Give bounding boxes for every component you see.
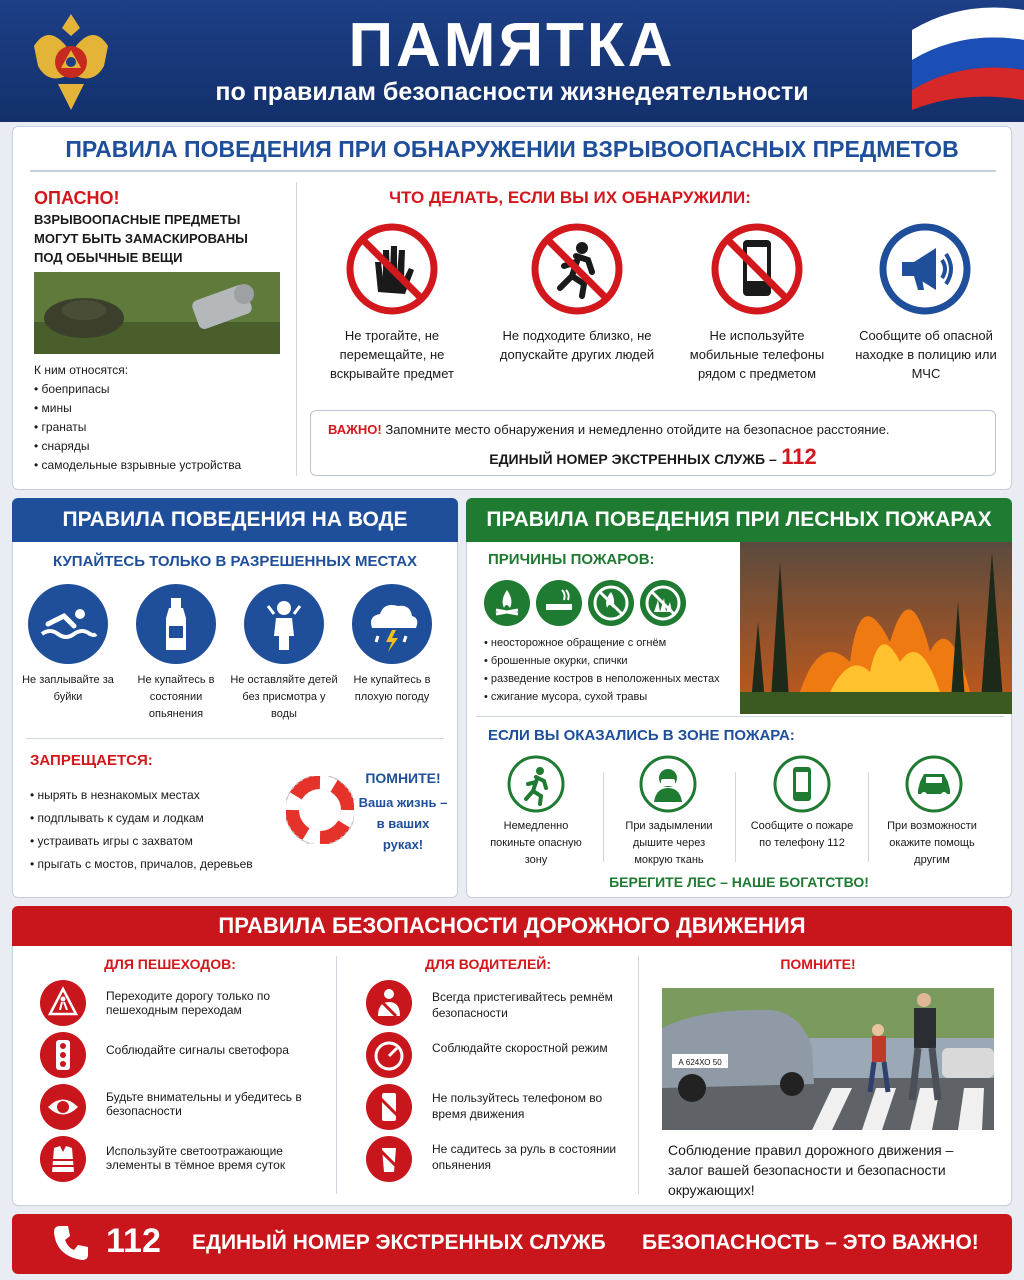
fire-slogan: БЕРЕГИТЕ ЛЕС – НАШЕ БОГАТСТВО! — [609, 874, 869, 890]
emergency-line — [310, 444, 996, 470]
divider — [336, 956, 337, 1194]
pedestrian-rule: Используйте светоотражающие элементы в тёмное время суток — [106, 1144, 286, 1172]
driver-rule: Соблюдайте скоростной режим — [432, 1041, 608, 1055]
no-fire-icon — [588, 580, 634, 626]
danger-text: ВЗРЫВООПАСНЫЕ ПРЕДМЕТЫ МОГУТ БЫТЬ ЗАМАСКИРОВАНЫ ПОД ОБЫЧНЫЕ ВЕЩИ — [34, 212, 248, 265]
important-text: Запомните место обнаружения и немедленно отойдите на безопасное расстояние. — [385, 422, 890, 437]
list-item: • самодельные взрывные устройства — [34, 456, 241, 475]
fire-causes-list — [484, 634, 720, 706]
road-remember-text: Соблюдение правил дорожного движения – залог вашей безопасности и безопасности окружающих! — [668, 1142, 954, 1198]
list-item: • мины — [34, 399, 241, 418]
cigarette-icon — [536, 580, 582, 626]
danger-label: ОПАСНО! — [34, 188, 120, 208]
drivers-title: ДЛЯ ВОДИТЕЛЕЙ: — [424, 956, 552, 972]
road-remember-title: ПОМНИТЕ! — [780, 956, 856, 972]
forest-fire-photo — [740, 542, 1012, 714]
no-burning-grass-icon — [640, 580, 686, 626]
fire-zone-text: При возможности окажите помощь другим — [887, 820, 977, 866]
water-remember-text: Ваша жизнь – в ваших руках! — [358, 795, 448, 852]
road-title: ПРАВИЛА БЕЗОПАСНОСТИ ДОРОЖНОГО ДВИЖЕНИЯ — [218, 913, 806, 938]
driver-rule: Не пользуйтесь телефоном во время движения — [432, 1091, 603, 1121]
water-title: ПРАВИЛА ПОВЕДЕНИЯ НА ВОДЕ — [62, 508, 408, 531]
driver-rule: Всегда пристегивайтесь ремнём безопасности — [432, 990, 613, 1020]
divider — [868, 772, 869, 862]
pedestrian-rule: Будьте внимательны и убедитесь в безопасности — [106, 1090, 302, 1118]
stop-hand-icon — [345, 222, 439, 316]
divider — [30, 170, 996, 172]
mask-icon — [638, 754, 698, 814]
child-icon — [244, 584, 324, 664]
vest-icon — [40, 1136, 86, 1182]
action-text: Не используйте мобильные телефоны рядом с предметом — [689, 328, 825, 381]
lifebuoy-icon — [286, 776, 354, 844]
campfire-icon — [484, 580, 530, 626]
divider — [476, 716, 1004, 717]
forbidden-title: ЗАПРЕЩАЕТСЯ: — [30, 752, 153, 769]
traffic-light-icon — [40, 1032, 86, 1078]
water-subtitle: КУПАЙТЕСЬ ТОЛЬКО В РАЗРЕШЕННЫХ МЕСТАХ — [52, 553, 418, 570]
fire-zone-text: Сообщите о пожаре по телефону 112 — [750, 820, 854, 849]
pedestrian-rule: Соблюдайте сигналы светофора — [106, 1043, 289, 1057]
storm-cloud-icon — [352, 584, 432, 664]
footer-number: 112 — [106, 1222, 161, 1260]
list-item: • боеприпасы — [34, 380, 241, 399]
eye-icon — [40, 1084, 86, 1130]
list-item: • гранаты — [34, 418, 241, 437]
seatbelt-icon — [366, 980, 412, 1026]
speedometer-icon — [366, 1032, 412, 1078]
list-item: • снаряды — [34, 437, 241, 456]
important-label: ВАЖНО! — [328, 422, 382, 437]
no-running-icon — [530, 222, 624, 316]
water-rule-text: Не купайтесь в плохую погоду — [353, 674, 431, 703]
footer-services: ЕДИНЫЙ НОМЕР ЭКСТРЕННЫХ СЛУЖБ — [192, 1231, 606, 1254]
megaphone-icon — [878, 222, 972, 316]
fire-title: ПРАВИЛА ПОВЕДЕНИЯ ПРИ ЛЕСНЫХ ПОЖАРАХ — [486, 508, 992, 531]
page-subtitle: по правилам безопасности жизнедеятельности — [215, 78, 809, 106]
important-line — [328, 422, 988, 437]
divider — [603, 772, 604, 862]
fire-zone-text: При задымлении дышите через мокрую ткань — [625, 820, 713, 866]
list-item: • устраивать игры с захватом — [30, 830, 253, 853]
phone-icon — [772, 754, 832, 814]
no-phone-icon — [710, 222, 804, 316]
bottle-icon — [136, 584, 216, 664]
swimmer-icon — [28, 584, 108, 664]
russian-flag-icon — [902, 0, 1024, 110]
divider — [638, 956, 639, 1194]
action-text: Не трогайте, не перемещайте, не вскрывайте предмет — [330, 328, 454, 381]
water-rule-text: Не заплывайте за буйки — [22, 674, 114, 703]
page-title: ПАМЯТКА — [348, 11, 676, 80]
actions-title: ЧТО ДЕЛАТЬ, ЕСЛИ ВЫ ИХ ОБНАРУЖИЛИ: — [389, 188, 751, 207]
list-item: • разведение костров в неположенных местах — [484, 670, 720, 688]
fire-zone-title: ЕСЛИ ВЫ ОКАЗАЛИСЬ В ЗОНЕ ПОЖАРА: — [488, 727, 795, 744]
list-item: • неосторожное обращение с огнём — [484, 634, 720, 652]
driver-rule: Не садитесь за руль в состоянии опьянения — [432, 1142, 617, 1172]
action-text: Сообщите об опасной находке в полицию или МЧС — [855, 328, 997, 381]
explosives-title: ПРАВИЛА ПОВЕДЕНИЯ ПРИ ОБНАРУЖЕНИИ ВЗРЫВООПАСНЫХ ПРЕДМЕТОВ — [65, 136, 959, 162]
no-phone-icon — [366, 1084, 412, 1130]
fire-zone-text: Немедленно покиньте опасную зону — [490, 820, 582, 866]
forbidden-list — [30, 784, 253, 876]
no-alcohol-icon — [366, 1136, 412, 1182]
crosswalk-photo — [662, 988, 994, 1130]
list-title: К ним относятся: — [34, 363, 129, 377]
pedestrian-rule: Переходите дорогу только по пешеходным переходам — [106, 989, 271, 1017]
list-item: • брошенные окурки, спички — [484, 652, 720, 670]
explosives-photo — [34, 272, 280, 354]
car-icon — [904, 754, 964, 814]
pedestrians-title: ДЛЯ ПЕШЕХОДОВ: — [104, 956, 236, 972]
list-item: • нырять в незнакомых местах — [30, 784, 253, 807]
list-item: • подплывать к судам и лодкам — [30, 807, 253, 830]
fire-causes-title: ПРИЧИНЫ ПОЖАРОВ: — [488, 551, 655, 568]
water-remember-title: ПОМНИТЕ! — [365, 770, 441, 786]
crosswalk-icon — [40, 980, 86, 1026]
emergency-text: ЕДИНЫЙ НОМЕР ЭКСТРЕННЫХ СЛУЖБ – — [489, 451, 777, 467]
divider — [296, 182, 297, 476]
divider — [26, 738, 444, 739]
divider — [735, 772, 736, 862]
emergency-number: 112 — [781, 444, 817, 469]
footer-slogan: БЕЗОПАСНОСТЬ – ЭТО ВАЖНО! — [642, 1231, 979, 1254]
water-rule-text: Не купайтесь в состоянии опьянения — [137, 674, 215, 720]
water-rule-text: Не оставляйте детей без присмотра у воды — [230, 674, 338, 720]
list-item: • сжигание мусора, сухой травы — [484, 688, 720, 706]
list-item: • прыгать с мостов, причалов, деревьев — [30, 853, 253, 876]
action-text: Не подходите близко, не допускайте других людей — [499, 328, 655, 362]
running-person-icon — [506, 754, 566, 814]
explosives-list — [34, 380, 241, 475]
license-plate: А 624ХО 50 — [678, 1058, 722, 1067]
phone-handset-icon — [50, 1222, 92, 1264]
